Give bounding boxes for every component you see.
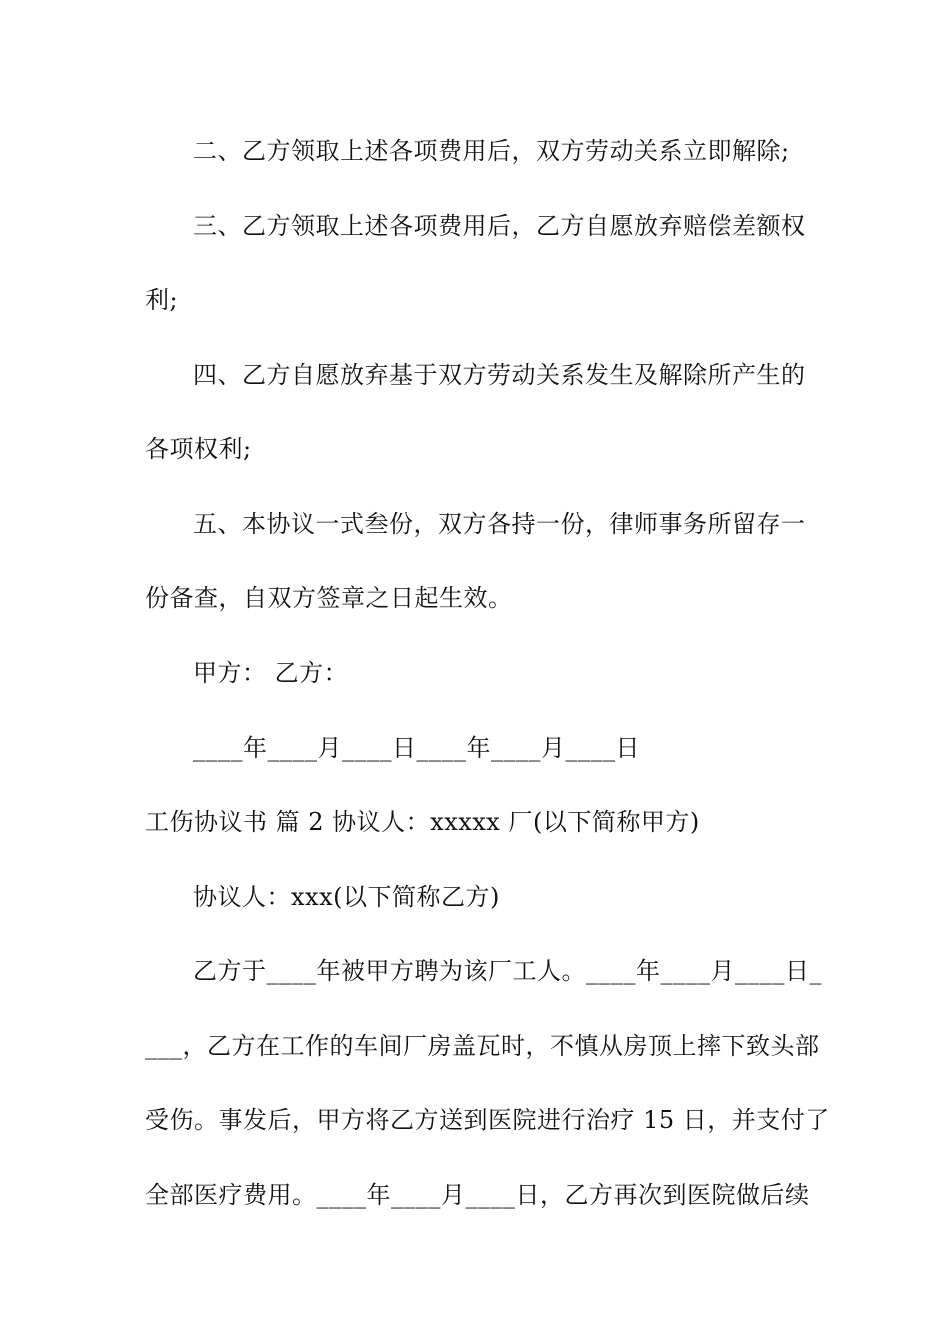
signature-dates: ____年____月____日____年____月____日 xyxy=(193,734,640,762)
body-paragraph-line-3: 受伤。事发后，甲方将乙方送到医院进行治疗 15 日，并支付了 xyxy=(145,1106,830,1134)
signature-parties: 甲方： 乙方： xyxy=(193,659,349,687)
clause-four-cont: 各项权利; xyxy=(145,435,252,463)
clause-three-cont: 利; xyxy=(145,286,179,314)
section-heading-agreement-2: 工伤协议书 篇 2 协议人：xxxxx 厂(以下简称甲方) xyxy=(145,808,700,836)
clause-four: 四、乙方自愿放弃基于双方劳动关系发生及解除所产生的 xyxy=(193,361,806,389)
body-paragraph-line-2: ___，乙方在工作的车间厂房盖瓦时，不慎从房顶上摔下致头部 xyxy=(145,1032,820,1060)
clause-three: 三、乙方领取上述各项费用后，乙方自愿放弃赔偿差额权 xyxy=(193,212,806,240)
clause-five: 五、本协议一式叁份，双方各持一份，律师事务所留存一 xyxy=(193,510,806,538)
clause-five-cont: 份备查，自双方签章之日起生效。 xyxy=(145,584,513,612)
body-paragraph-line-1: 乙方于____年被甲方聘为该厂工人。____年____月____日_ xyxy=(193,957,822,985)
party-b-line: 协议人：xxx(以下简称乙方) xyxy=(193,883,500,911)
body-paragraph-line-4: 全部医疗费用。____年____月____日，乙方再次到医院做后续 xyxy=(145,1181,810,1209)
clause-two: 二、乙方领取上述各项费用后，双方劳动关系立即解除; xyxy=(193,137,790,165)
